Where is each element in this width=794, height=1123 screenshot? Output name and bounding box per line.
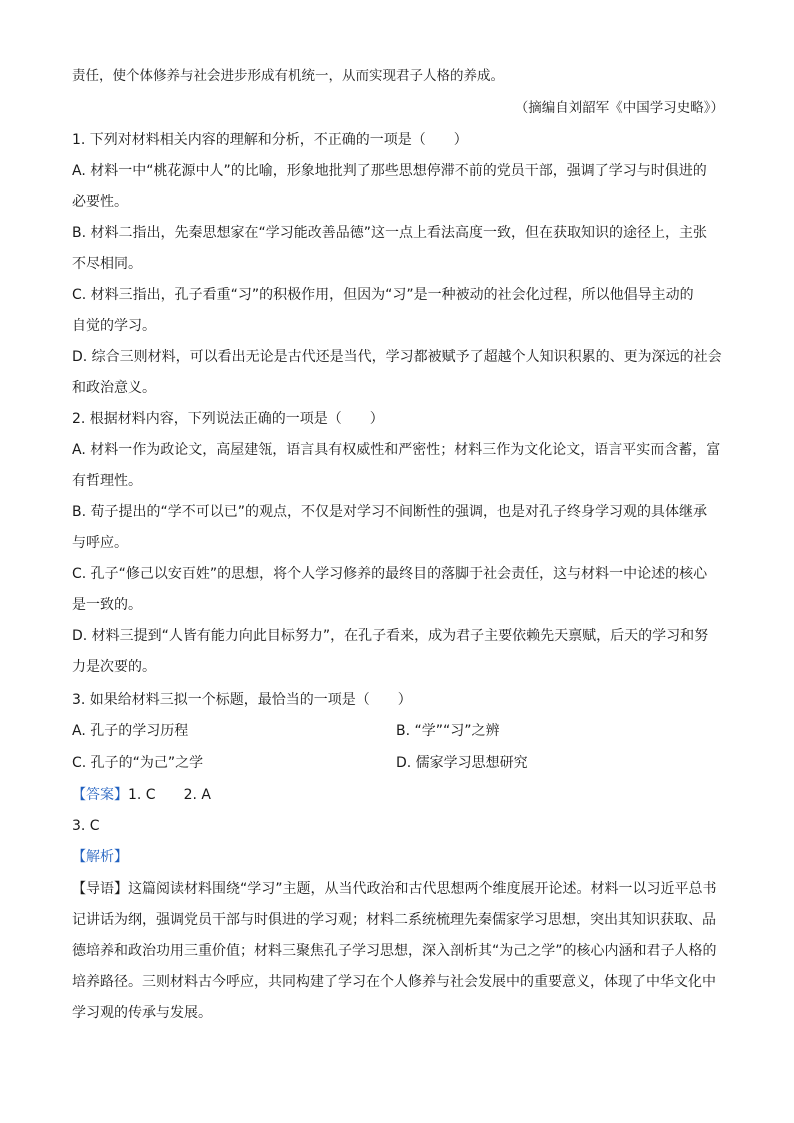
q2-option-a-line1: A. 材料一作为政论文，高屋建瓴，语言具有权威性和严密性；材料三作为文化论文，语言平实而含蓄，富	[72, 442, 721, 458]
answer-label: 【答案】	[72, 787, 128, 803]
guide-label: 【导语】	[72, 881, 128, 897]
q3-option-b: B. “学”“习”之辨	[396, 723, 500, 739]
question-3-stem: 3. 如果给材料三拟一个标题，最恰当的一项是（ ）	[72, 692, 412, 708]
q1-option-b-line2: 不尽相同。	[72, 256, 142, 272]
guide-paragraph	[72, 874, 724, 1029]
q1-option-b-line1: B. 材料二指出，先秦思想家在“学习能改善品德”这一点上看法高度一致，但在获取知识的途径上，主张	[72, 225, 708, 241]
q2-option-c-line1: C. 孔子“修己以安百姓”的思想，将个人学习修养的最终目的落脚于社会责任，这与材料一中论述的核心	[72, 566, 708, 582]
q3-option-a: A. 孔子的学习历程	[72, 723, 189, 739]
q2-option-c-line2: 是一致的。	[72, 597, 142, 613]
q3-option-d: D. 儒家学习思想研究	[396, 755, 528, 771]
q3-option-c: C. 孔子的“为己”之学	[72, 755, 204, 771]
q2-option-d-line2: 力是次要的。	[72, 659, 156, 675]
q2-option-d-line1: D. 材料三提到“人皆有能力向此目标努力”，在孔子看来，成为君子主要依赖先天禀赋，后天的学习和努	[72, 628, 709, 644]
q2-option-b-line1: B. 荀子提出的“学不可以已”的观点，不仅是对学习不间断性的强调，也是对孔子终身学习观的具体继承	[72, 504, 708, 520]
q2-option-b-line2: 与呼应。	[72, 535, 128, 551]
q1-option-d-line1: D. 综合三则材料，可以看出无论是古代还是当代，学习都被赋予了超越个人知识积累的、更为深远的社会	[72, 349, 722, 365]
answer-block	[72, 785, 724, 805]
analysis-label: 【解析】	[72, 849, 128, 865]
q1-option-a-line2: 必要性。	[72, 194, 128, 210]
q1-option-c-line2: 自觉的学习。	[72, 318, 156, 334]
passage-source: （摘编自刘韶军《中国学习史略》）	[514, 100, 724, 116]
answer-line-2: 3. C	[72, 818, 100, 834]
q1-option-d-line2: 和政治意义。	[72, 380, 156, 396]
q2-option-a-line2: 有哲理性。	[72, 473, 142, 489]
passage-end-line: 责任，使个体修养与社会进步形成有机统一，从而实现君子人格的养成。	[72, 68, 504, 84]
guide-text: 这篇阅读材料围绕“学习”主题，从当代政治和古代思想两个维度展开论述。材料一以习近平总书记讲话为纲，强调党员干部与时俱进的学习观；材料二系统梳理先秦儒家学习思想，突出其知识获取、品德培养和政治功用三重价值；材料三聚焦孔子学习思想，深入剖析其“为己之学”的核心内涵和君子人格的培养路径。三则材料古今呼应，共同构建了学习在个人修养与社会发展中的重要意义，体现了中华文化中学习观的传承与发展。	[72, 881, 717, 1021]
q1-option-a-line1: A. 材料一中“桃花源中人”的比喻，形象地批判了那些思想停滞不前的党员干部，强调了学习与时俱进的	[72, 163, 707, 179]
q1-option-c-line1: C. 材料三指出，孔子看重“习”的积极作用，但因为“习”是一种被动的社会化过程，所以他倡导主动的	[72, 287, 694, 303]
question-1-stem: 1. 下列对材料相关内容的理解和分析，不正确的一项是（ ）	[72, 132, 468, 148]
answer-line-1: 1. C 2. A	[128, 787, 211, 803]
question-2-stem: 2. 根据材料内容，下列说法正确的一项是（ ）	[72, 411, 384, 427]
